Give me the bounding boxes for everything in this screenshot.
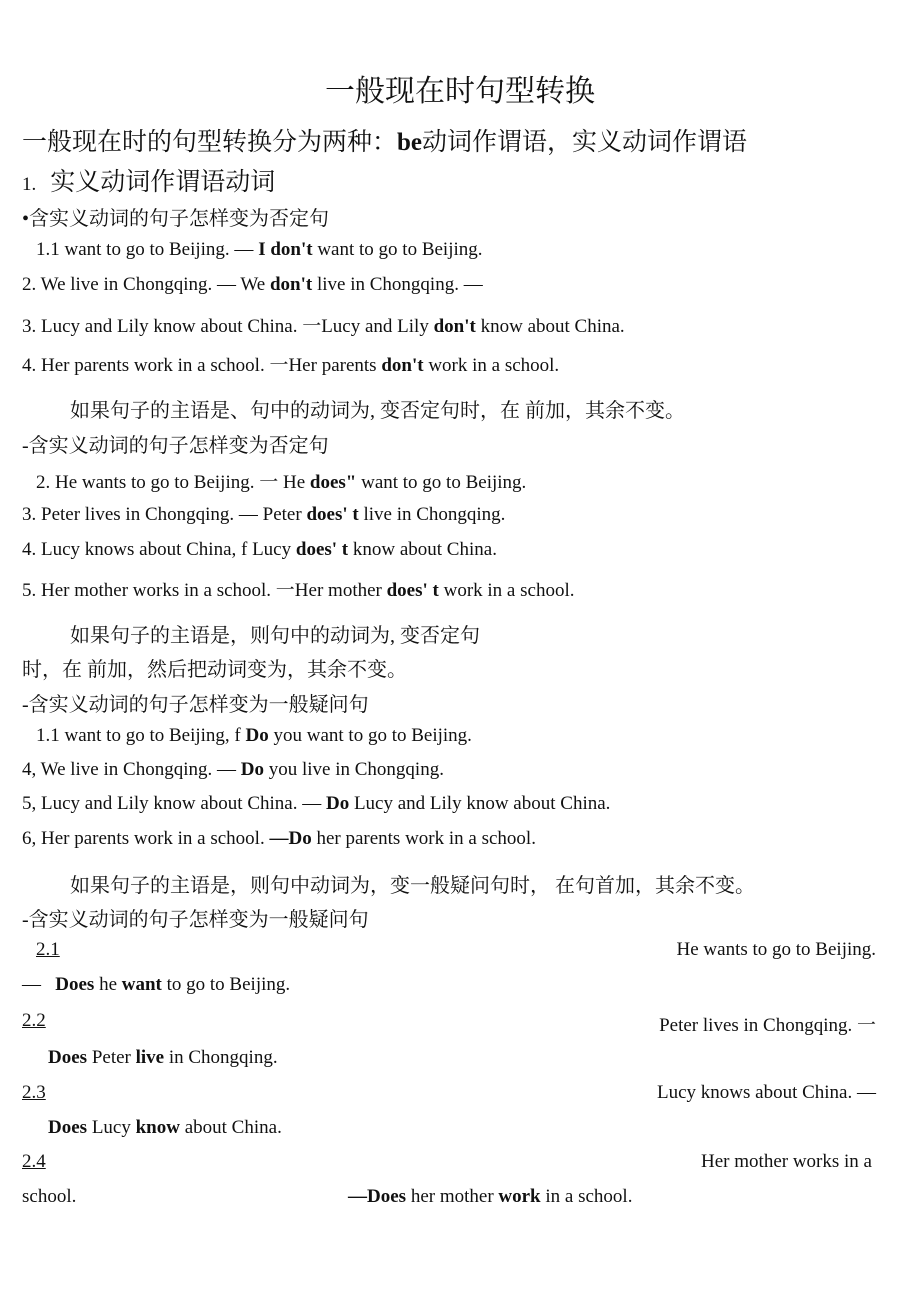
example-answer-prefix: school.	[22, 1186, 77, 1207]
subsection-heading: •含实义动词的句子怎样变为否定句	[22, 208, 330, 230]
example-line: 1.1 want to go to Beijing. — I don't want to go to Beijing.	[36, 239, 483, 260]
example-line: 3. Lucy and Lily know about China. 一Lucy and Lily don't know about China.	[22, 316, 625, 337]
item-number: 2.2	[22, 1010, 46, 1031]
example-answer: — Does he want to go to Beijing.	[22, 974, 291, 995]
intro-line	[22, 122, 747, 158]
rule-note-continued: 时，在 前加，然后把动词变为，其余不变。	[22, 659, 407, 681]
heading-number: 1.	[22, 174, 37, 195]
example-answer: Does Peter live in Chongqing.	[48, 1047, 278, 1068]
example-line: 1.1 want to go to Beijing, f Do you want to go to Beijing.	[36, 725, 472, 746]
example-line: 5. Her mother works in a school. 一Her mother does' t work in a school.	[22, 580, 575, 601]
example-question: He wants to go to Beijing.	[676, 939, 876, 960]
rule-note: 如果句子的主语是，则句中动词为，变一般疑问句时， 在句首加，其余不变。	[70, 875, 755, 897]
item-number: 2.1	[36, 939, 60, 960]
example-answer: —Does her mother work in a school.	[348, 1186, 633, 1207]
intro-bold: be	[397, 129, 423, 156]
rule-note: 如果句子的主语是、句中的动词为, 变否定句时，在 前加，其余不变。	[70, 400, 685, 422]
example-line: 4, We live in Chongqing. — Do you live in Chongqing.	[22, 759, 444, 780]
intro-text-end: 动词作谓语，实义动词作谓语	[422, 129, 748, 156]
item-number: 2.4	[22, 1151, 46, 1172]
example-question: Lucy knows about China. —	[656, 1082, 876, 1103]
subsection-heading: -含实义动词的句子怎样变为一般疑问句	[22, 909, 369, 931]
page-title: 一般现在时句型转换	[325, 75, 595, 108]
example-line: 2. He wants to go to Beijing. 一 He does" want to go to Beijing.	[36, 472, 527, 493]
item-number: 2.3	[22, 1082, 46, 1103]
intro-text: 一般现在时的句型转换分为两种：	[22, 129, 398, 156]
example-line: 5, Lucy and Lily know about China. — Do Lucy and Lily know about China.	[22, 793, 611, 814]
example-answer: Does Lucy know about China.	[48, 1117, 282, 1138]
example-line: 4. Lucy knows about China, f Lucy does' t know about China.	[22, 539, 497, 560]
heading-text: 实义动词作谓语动词	[50, 169, 276, 196]
example-line: 2. We live in Chongqing. — We don't live in Chongqing. —	[22, 274, 483, 295]
example-question: Her mother works in a	[701, 1151, 872, 1172]
subsection-heading: -含实义动词的句子怎样变为否定句	[22, 435, 329, 457]
section-heading	[22, 162, 275, 198]
example-line: 4. Her parents work in a school. 一Her parents don't work in a school.	[22, 355, 560, 376]
rule-note: 如果句子的主语是，则句中的动词为, 变否定句	[70, 625, 480, 647]
example-line: 6, Her parents work in a school. —Do her parents work in a school.	[22, 828, 536, 849]
subsection-heading: -含实义动词的句子怎样变为一般疑问句	[22, 694, 369, 716]
example-question: Peter lives in Chongqing. 一	[659, 1015, 876, 1036]
example-line: 3. Peter lives in Chongqing. — Peter does' t live in Chongqing.	[22, 504, 506, 525]
